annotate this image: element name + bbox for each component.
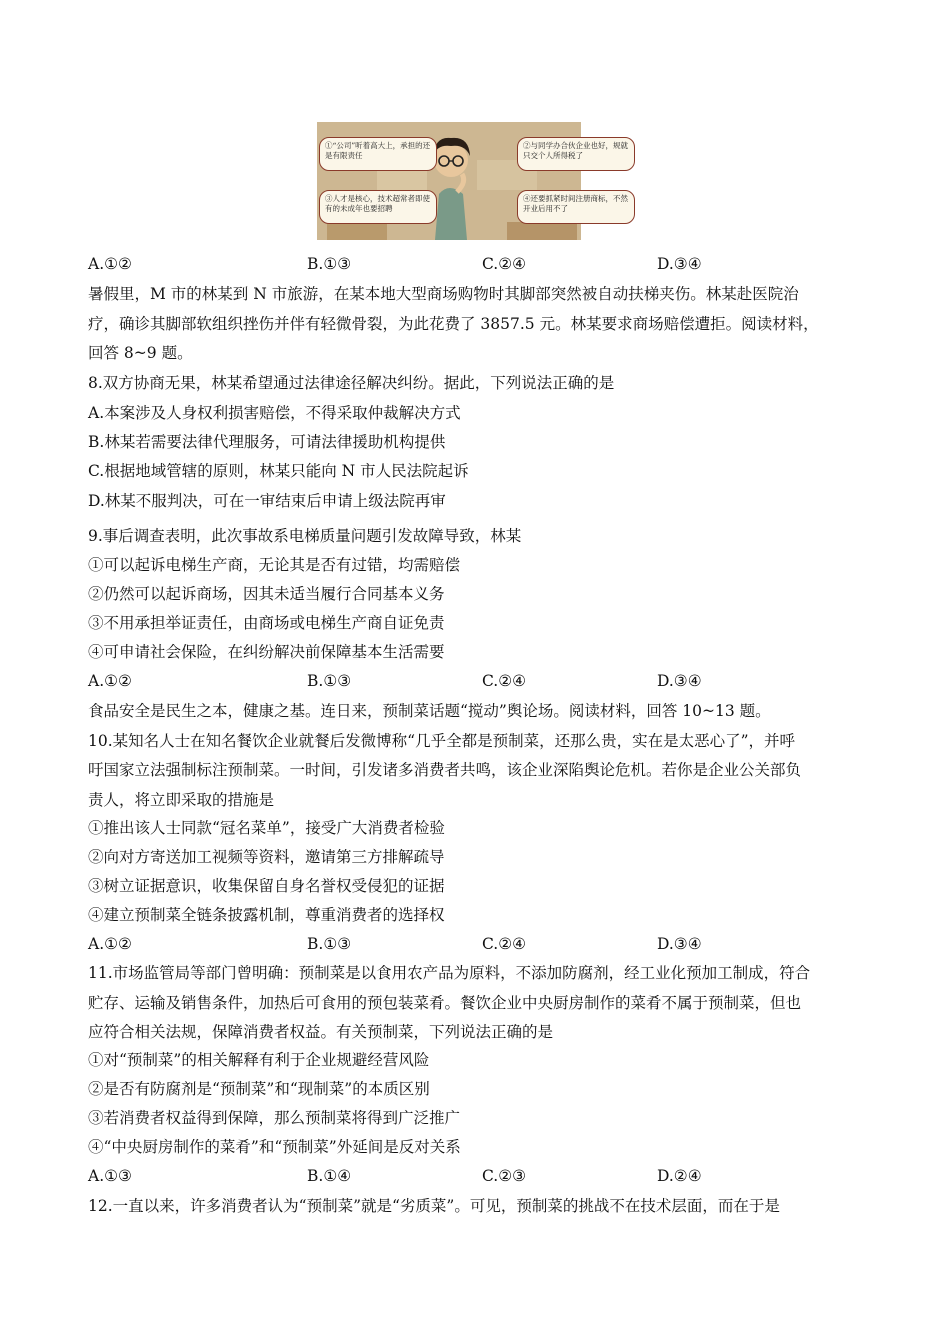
q9-option-a: A.①② [88,672,132,690]
q10-item-2: ②向对方寄送加工视频等资料，邀请第三方排解疏导 [88,848,445,866]
q11-option-d: D.②④ [657,1167,702,1185]
q11-stem-line-1: 11.市场监管局等部门曾明确：预制菜是以食用农产品为原料，不添加防腐剂，经工业化预加工制成，符合 [88,964,811,982]
q8-choice-a: A.本案涉及人身权利损害赔偿，不得采取仲裁解决方式 [88,404,461,422]
q9-item-1: ①可以起诉电梯生产商，无论其是否有过错，均需赔偿 [88,556,461,574]
q10-stem-line-2: 吁国家立法强制标注预制菜。一时间，引发诸多消费者共鸣，该企业深陷舆论危机。若你是企业公关部负 [88,761,802,779]
material1-line-2: 疗，确诊其脚部软组织挫伤并伴有轻微骨裂，为此花费了 3857.5 元。林某要求商场赔偿遭拒。阅读材料， [88,315,819,333]
q11-stem-line-3: 应符合相关法规，保障消费者权益。有关预制菜，下列说法正确的是 [88,1023,554,1041]
q8-choice-d: D.林某不服判决，可在一审结束后申请上级法院再审 [88,492,446,510]
material1-line-3: 回答 8~9 题。 [88,344,193,362]
material1-line-1: 暑假里，M 市的林某到 N 市旅游，在某本地大型商场购物时其脚部突然被自动扶梯夹伤。林某赴医院治 [88,285,799,303]
q9-option-c: C.②④ [482,672,527,690]
q7-option-a: A.①② [88,255,132,273]
q8-choice-c: C.根据地域管辖的原则，林某只能向 N 市人民法院起诉 [88,462,469,480]
q11-item-3: ③若消费者权益得到保障，那么预制菜将得到广泛推广 [88,1109,461,1127]
q8-stem: 8.双方协商无果，林某希望通过法律途径解决纠纷。据此，下列说法正确的是 [88,374,615,392]
q11-option-a: A.①③ [88,1167,132,1185]
q7-option-c: C.②④ [482,255,527,273]
q10-option-a: A.①② [88,935,132,953]
q11-stem-line-2: 贮存、运输及销售条件，加热后可食用的预包装菜肴。餐饮企业中央厨房制作的菜肴不属于预制菜，但也 [88,994,802,1012]
q9-option-b: B.①③ [307,672,352,690]
q9-option-d: D.③④ [657,672,702,690]
q10-option-c: C.②④ [482,935,527,953]
q9-item-4: ④可申请社会保险，在纠纷解决前保障基本生活需要 [88,643,445,661]
q7-option-d: D.③④ [657,255,702,273]
q11-item-1: ①对“预制菜”的相关解释有利于企业规避经营风险 [88,1051,430,1069]
speech-bubble-4: ④还要抓紧时间注册商标，不然开业后用不了 [517,190,635,224]
speech-bubble-2: ②与同学办合伙企业也好，规就只交个人所得税了 [517,137,635,171]
q10-stem-line-1: 10.某知名人士在知名餐饮企业就餐后发微博称“几乎全都是预制菜，还那么贵，实在是太恶心了”，并呼 [88,732,796,750]
q11-item-4: ④“中央厨房制作的菜肴”和“预制菜”外延间是反对关系 [88,1138,461,1156]
q10-stem-line-3: 责人，将立即采取的措施是 [88,791,275,809]
q11-item-2: ②是否有防腐剂是“预制菜”和“现制菜”的本质区别 [88,1080,430,1098]
q9-stem: 9.事后调查表明，此次事故系电梯质量问题引发故障导致，林某 [88,527,522,545]
speech-bubble-3: ③人才是核心，技术超常者即使有的未成年也要招聘 [319,190,437,224]
q10-item-1: ①推出该人士同款“冠名菜单”，接受广大消费者检验 [88,819,445,837]
q7-option-b: B.①③ [307,255,352,273]
q9-item-3: ③不用承担举证责任，由商场或电梯生产商自证免责 [88,614,445,632]
q10-option-b: B.①③ [307,935,352,953]
q11-option-b: B.①④ [307,1167,352,1185]
material2-text: 食品安全是民生之本，健康之基。连日来，预制菜话题“搅动”舆论场。阅读材料，回答 10~13 题。 [88,702,771,720]
q10-item-3: ③树立证据意识，收集保留自身名誉权受侵犯的证据 [88,877,445,895]
cartoon-illustration [317,122,628,240]
q9-item-2: ②仍然可以起诉商场，因其未适当履行合同基本义务 [88,585,445,603]
q8-choice-b: B.林某若需要法律代理服务，可请法律援助机构提供 [88,433,446,451]
speech-bubble-1: ①“公司”听着高大上，承担的还是有限责任 [319,137,437,171]
q12-stem: 12.一直以来，许多消费者认为“预制菜”就是“劣质菜”。可见，预制菜的挑战不在技术层面，而在于是 [88,1197,780,1215]
q11-option-c: C.②③ [482,1167,527,1185]
q10-option-d: D.③④ [657,935,702,953]
q10-item-4: ④建立预制菜全链条披露机制，尊重消费者的选择权 [88,906,445,924]
